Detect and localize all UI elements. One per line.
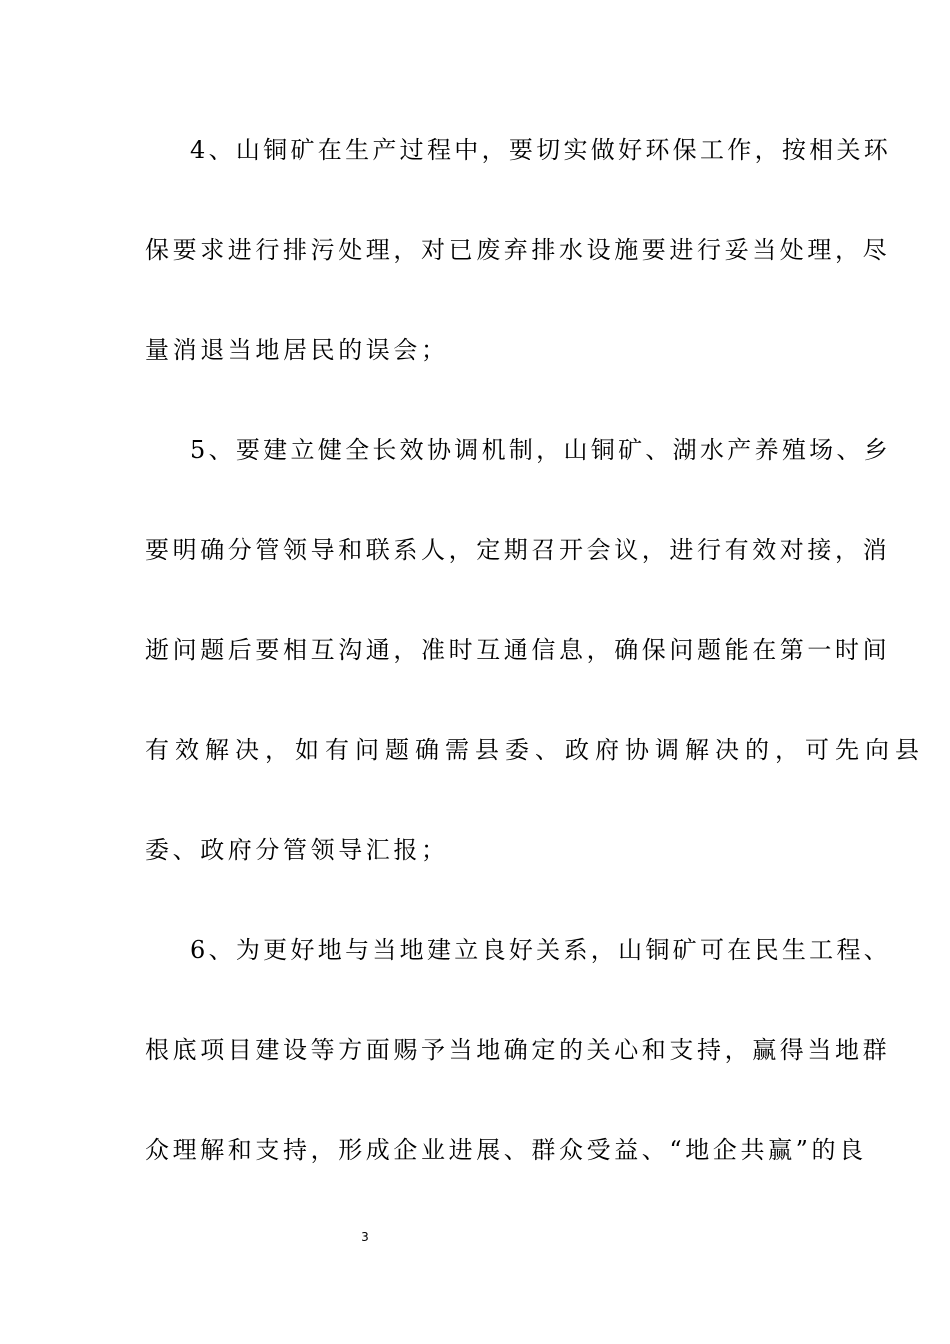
text-line: 保要求进行排污处理，对已废弃排水设施要进行妥当处理，尽 bbox=[145, 236, 891, 264]
paragraph-5-line-2 bbox=[0, 530, 950, 570]
paragraph-5-line-1 bbox=[0, 430, 950, 470]
text-line: 5、要建立健全长效协调机制，山铜矿、湖水产养殖场、乡 bbox=[190, 436, 892, 464]
paragraph-6-line-2 bbox=[0, 1030, 950, 1070]
paragraph-5-line-4 bbox=[0, 730, 950, 770]
text-line: 众理解和支持，形成企业进展、群众受益、“地企共赢”的良 bbox=[145, 1136, 867, 1164]
text-line: 要明确分管领导和联系人，定期召开会议，进行有效对接，消 bbox=[145, 536, 891, 564]
page-number: 3 bbox=[361, 1230, 369, 1244]
paragraph-4-line-1 bbox=[0, 130, 950, 170]
paragraph-5-line-5 bbox=[0, 830, 950, 870]
paragraph-5-line-3 bbox=[0, 630, 950, 670]
text-line: 逝问题后要相互沟通，准时互通信息，确保问题能在第一时间 bbox=[145, 636, 891, 664]
text-line: 量消退当地居民的误会； bbox=[145, 336, 449, 364]
text-line: 4、山铜矿在生产过程中，要切实做好环保工作，按相关环 bbox=[190, 136, 892, 164]
text-line: 有效解决，如有问题确需县委、政府协调解决的，可先向县 bbox=[145, 736, 925, 764]
text-line: 根底项目建设等方面赐予当地确定的关心和支持，赢得当地群 bbox=[145, 1036, 891, 1064]
paragraph-4-line-2 bbox=[0, 230, 950, 270]
text-line: 委、政府分管领导汇报； bbox=[145, 836, 449, 864]
paragraph-6-line-3 bbox=[0, 1130, 950, 1170]
paragraph-6-line-1 bbox=[0, 930, 950, 970]
text-line: 6、为更好地与当地建立良好关系，山铜矿可在民生工程、 bbox=[190, 936, 892, 964]
paragraph-4-line-3 bbox=[0, 330, 950, 370]
